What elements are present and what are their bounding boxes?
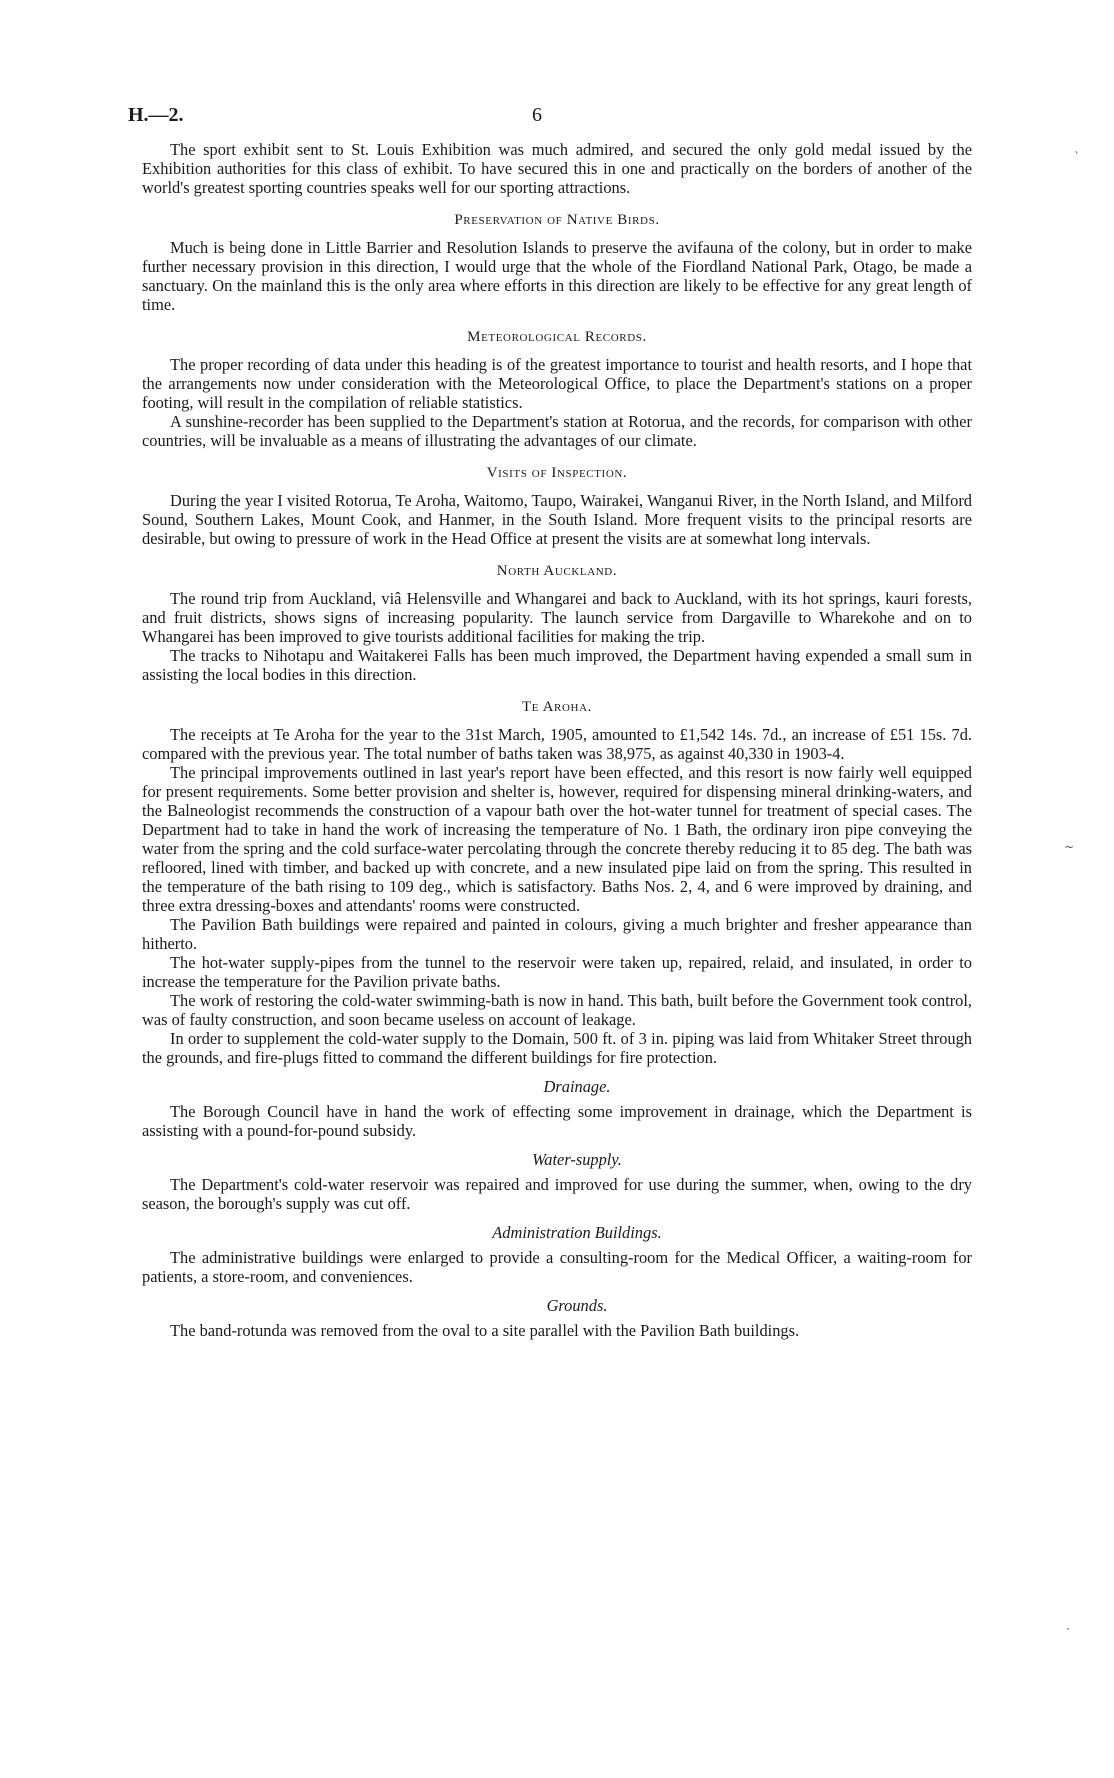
paragraph: The hot-water supply-pipes from the tunnel to the reservoir were taken up, repaired, relaid, and insulated, in order to increase the temperature for the Pavilion private baths. — [142, 953, 972, 991]
document-page — [128, 100, 972, 1340]
paragraph: The Pavilion Bath buildings were repaired and painted in colours, giving a much brighter and fresher appearance than hitherto. — [142, 915, 972, 953]
page-number: 6 — [532, 104, 542, 126]
page-header — [128, 100, 972, 140]
paragraph: The Borough Council have in hand the work of effecting some improvement in drainage, which the Department is assisting with a pound-for-pound subsidy. — [142, 1102, 972, 1140]
scan-mark: ~ — [1064, 840, 1075, 854]
paragraph: The administrative buildings were enlarged to provide a consulting-room for the Medical Officer, a waiting-room for patients, a store-room, and conveniences. — [142, 1248, 972, 1286]
paragraph: The band-rotunda was removed from the oval to a site parallel with the Pavilion Bath buildings. — [170, 1321, 800, 1340]
paragraph: The receipts at Te Aroha for the year to the 31st March, 1905, amounted to £1,542 14s. 7d., an increase of £51 15s. 7d. compared with the previous year. The total number of baths taken was 38,975, as against 40,330 in 1903-4. — [142, 725, 972, 763]
section-heading: Meteorological Records. — [467, 329, 647, 345]
paragraph: The proper recording of data under this heading is of the greatest importance to tourist and health resorts, and I hope that the arrangements now under consideration with the Meteorological Office, to place the Department's stations on a proper footing, will result in the compilation of reliable statistics. — [142, 355, 972, 412]
section-heading: Visits of Inspection. — [486, 465, 628, 481]
paragraph: The work of restoring the cold-water swimming-bath is now in hand. This bath, built before the Government took control, was of faulty construction, and soon became useless on account of leakage. — [142, 991, 972, 1029]
section-heading: Preservation of Native Birds. — [454, 212, 660, 228]
section-subheading: Administration Buildings. — [492, 1223, 662, 1242]
paragraph: The Department's cold-water reservoir was repaired and improved for use during the summer, when, owing to the dry season, the borough's supply was cut off. — [142, 1175, 972, 1213]
section-subheading: Drainage. — [543, 1077, 611, 1096]
paragraph: The principal improvements outlined in last year's report have been effected, and this resort is now fairly well equipped for present requirements. Some better provision and shelter is, however, required for dispensing mineral drinking-waters, and the Balneologist recommends the construction of a vapour bath over the hot-water tunnel for treatment of special cases. The Department had to take in hand the work of increasing the temperature of No. 1 Bath, the ordinary iron pipe conveying the water from the spring and the cold surface-water percolating through the concrete thereby reducing it to 85 deg. The bath was refloored, lined with timber, and backed up with concrete, and a new insulated pipe laid on from the spring. This resulted in the temperature of the bath rising to 109 deg., which is satisfactory. Baths Nos. 2, 4, and 6 were improved by draining, and three extra dressing-boxes and attendants' rooms were constructed. — [142, 763, 972, 915]
section-heading: North Auckland. — [496, 563, 618, 579]
paragraph: In order to supplement the cold-water supply to the Domain, 500 ft. of 3 in. piping was laid from Whitaker Street through the grounds, and fire-plugs fitted to command the different buildings for fire protection. — [142, 1029, 972, 1067]
paragraph: The sport exhibit sent to St. Louis Exhibition was much admired, and secured the only gold medal issued by the Exhibition authorities for this class of exhibit. To have secured this in one and practically on the borders of another of the world's greatest sporting countries speaks well for our sporting attractions. — [142, 140, 972, 197]
scan-mark: · — [1066, 1622, 1070, 1636]
section-subheading: Water-supply. — [532, 1150, 622, 1169]
paragraph: The tracks to Nihotapu and Waitakerei Falls has been much improved, the Department having expended a small sum in assisting the local bodies in this direction. — [142, 646, 972, 684]
paragraph: A sunshine-recorder has been supplied to the Department's station at Rotorua, and the records, for comparison with other countries, will be invaluable as a means of illustrating the advantages of our climate. — [142, 412, 972, 450]
body-content — [142, 140, 972, 1340]
paragraph: The round trip from Auckland, viâ Helensville and Whangarei and back to Auckland, with its hot springs, kauri forests, and fruit districts, shows signs of increasing popularity. The launch service from Dargaville to Wharekohe and on to Whangarei has been improved to give tourists additional facilities for making the trip. — [142, 589, 972, 646]
paragraph: Much is being done in Little Barrier and Resolution Islands to preserve the avifauna of the colony, but in order to make further necessary provision in this direction, I would urge that the whole of the Fiordland National Park, Otago, be made a sanctuary. On the mainland this is the only area where efforts in this direction are likely to be effective for any great length of time. — [142, 238, 972, 314]
paragraph: During the year I visited Rotorua, Te Aroha, Waitomo, Taupo, Wairakei, Wanganui River, in the North Island, and Milford Sound, Southern Lakes, Mount Cook, and Hanmer, in the South Island. More frequent visits to the principal resorts are desirable, but owing to pressure of work in the Head Office at present the visits are at somewhat long intervals. — [142, 491, 972, 548]
section-subheading: Grounds. — [546, 1296, 608, 1315]
scan-mark: ` — [1074, 150, 1080, 164]
section-heading: Te Aroha. — [522, 699, 592, 715]
document-reference: H.—2. — [128, 104, 184, 126]
